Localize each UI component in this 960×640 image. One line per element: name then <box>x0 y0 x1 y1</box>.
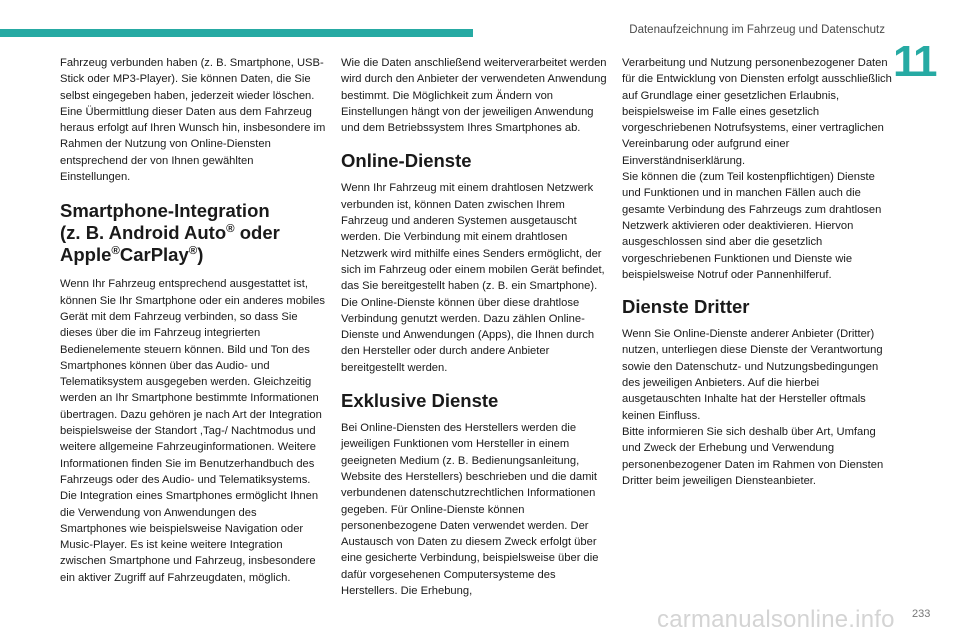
paragraph: Wenn Sie Online-Dienste anderer Anbieter (Dritter) nutzen, unterliegen diese Dienste der Verantwortung sowie den Datenschutz- und Nutzungsbedingungen des jeweiligen Anbieters. Auf die hierbei ausgetauschten Inhalte hat der Hersteller oftmals keinen Einfluss. <box>622 328 883 422</box>
section-heading-exklusive-dienste: Exklusive Dienste <box>341 390 499 412</box>
header-accent-bar <box>0 29 473 37</box>
text-column-1 <box>60 55 326 586</box>
paragraph: Bitte informieren Sie sich deshalb über Art, Umfang und Zweck der Erhebung und Verwendung personenbezogener Daten im Rahmen von Diensten Dritter beim jeweiligen Diensteanbieter. <box>622 425 884 487</box>
registered-mark: ® <box>111 245 120 258</box>
page-number: 233 <box>912 608 931 620</box>
paragraph: Wenn Ihr Fahrzeug entsprechend ausgestattet ist, können Sie Ihr Smartphone oder ein anderes mobiles Gerät mit dem Fahrzeug verbinden, so dass Sie dieses über die im Fahrzeug integrierten Bedienelemente steuern können. Bild und Ton des Smartphones können über das Audio- und Telematiksystem ausgegeben werden. Gleichzeitig werden an Ihr Smartphone bestimmte Informationen übertragen. Dazu gehören je nach Art der Integration beispielsweise der Standort ,Tag-/ Nachtmodus und weitere allgemeine Fahrzeuginformationen. Weitere Informationen finden Sie im Benutzerhandbuch des Fahrzeugs oder des Audio- und Telematiksystems. <box>60 278 325 486</box>
paragraph: Fahrzeug verbunden haben (z. B. Smartphone, USB-Stick oder MP3-Player). Sie können Daten, die Sie selbst eingegeben haben, jederzeit wieder löschen. <box>60 57 324 102</box>
heading-text: oder <box>234 222 280 244</box>
heading-text: ) <box>197 244 204 266</box>
paragraph: Wenn Ihr Fahrzeug mit einem drahtlosen Netzwerk verbunden ist, können Daten zwischen Ihrem Fahrzeug und anderen Systemen ausgetauscht werden. Die Verbindung mit einem drahtlosen Netzwerk wird mithilfe eines Senders ermöglicht, der sich im Fahrzeug oder einem mobilen Gerät befindet, das Sie bereitgestellt haben (z. B. ein Smartphone). Die Online-Dienste können über diese drahtlose Verbindung genutzt werden. Dazu zählen Online-Dienste und Anwendungen (Apps), die Ihnen durch den Hersteller oder durch andere Anbieter bereitgestellt werden. <box>341 182 605 374</box>
registered-mark: ® <box>226 223 235 236</box>
text-column-3 <box>622 55 892 489</box>
paragraph: Bei Online-Diensten des Herstellers werden die jeweiligen Funktionen vom Hersteller in einem geeigneten Medium (z. B. Bedienungsanleitung, Website des Herstellers) beschrieben und die damit verbundenen datenschutzrechtlichen Informationen gegeben. Für Online-Dienste können personenbezogene Daten verwendet werden. Der Austausch von Daten zu diesem Zweck erfolgt über eine gesicherte Verbindung, beispielsweise über die dafür vorgesehenen Computersysteme des Herstellers. Die Erhebung, <box>341 422 599 598</box>
paragraph: Wie die Daten anschließend weiterverarbeitet werden wird durch den Anbieter der verwendeten Anwendung bestimmt. Die Möglichkeit zum Ändern von Einstellungen hängt von der jeweiligen Anwendung und dem Betriebssystem Ihres Smartphones ab. <box>341 57 607 135</box>
paragraph: Verarbeitung und Nutzung personenbezogener Daten für die Entwicklung von Diensten erfolgt ausschließlich auf Grundlage einer gesetzlichen Erlaubnis, beispielsweise im Falle eines gesetzlich vorgeschriebenen Notrufsystems, einer vertraglichen Vereinbarung oder aufgrund einer Einverständniserklärung. <box>622 57 892 167</box>
paragraph: Die Integration eines Smartphones ermöglicht Ihnen die Verwendung von Anwendungen des Smartphones wie beispielsweise Navigation oder Music-Player. Es ist keine weitere Integration zwischen Smartphone und Fahrzeug, insbesondere ein aktiver Zugriff auf Fahrzeugdaten, möglich. <box>60 490 319 584</box>
chapter-number: 11 <box>893 37 936 86</box>
section-heading-smartphone-integration <box>60 200 326 266</box>
text-column-2 <box>341 55 607 599</box>
watermark: carmanualsonline.info <box>657 606 895 633</box>
heading-text: (z. B. Android Auto <box>60 222 227 244</box>
registered-mark: ® <box>188 245 198 258</box>
section-heading-dienste-dritter: Dienste Dritter <box>622 296 750 318</box>
heading-text: CarPlay <box>119 244 189 266</box>
heading-text: Apple <box>60 244 112 266</box>
paragraph: Eine Übermittlung dieser Daten aus dem Fahrzeug heraus erfolgt auf Ihren Wunsch hin, insbesondere im Rahmen der Nutzung von Online-Diensten entsprechend der von Ihnen gewählten Einstellungen. <box>60 105 326 184</box>
section-heading-online-dienste: Online-Dienste <box>341 150 472 172</box>
paragraph: Sie können die (zum Teil kostenpflichtigen) Dienste und Funktionen und in manchen Fällen auch die gesamte Verbindung des Fahrzeugs zum drahtlosen Netzwerk aktivieren oder deaktivieren. Hiervon ausgeschlossen sind aber die gesetzlich vorgeschriebenen Funktionen und Dienste wie beispielsweise Notruf oder Pannenhilferuf. <box>622 171 882 281</box>
running-header-title: Datenaufzeichnung im Fahrzeug und Datenschutz <box>629 24 885 36</box>
heading-text: Smartphone-Integration <box>60 200 270 222</box>
